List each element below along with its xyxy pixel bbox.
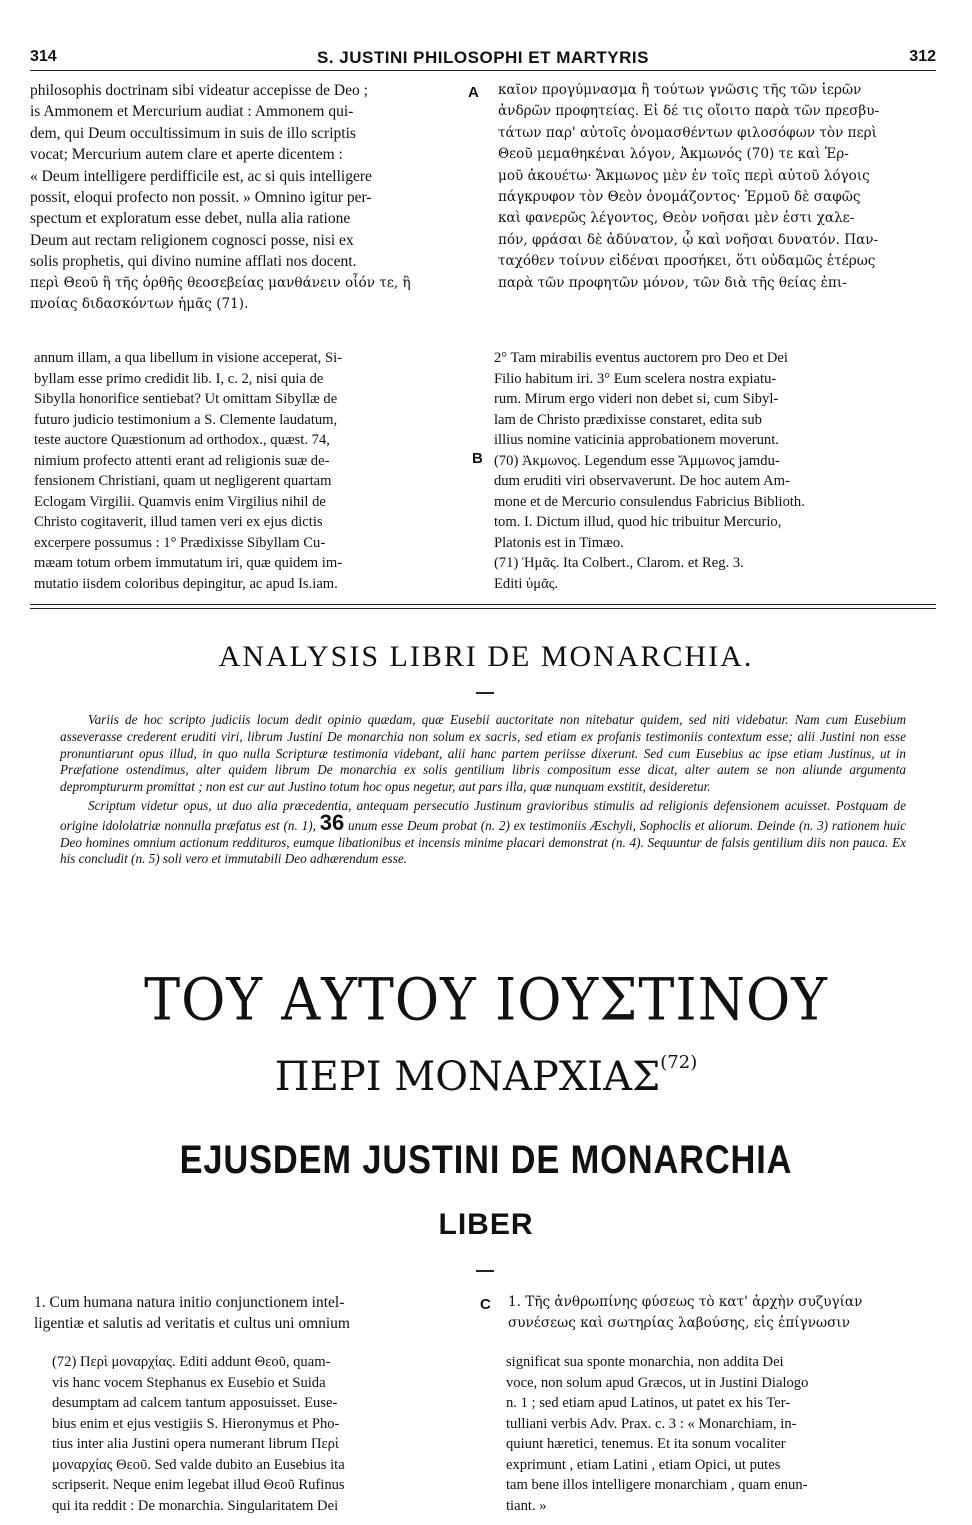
margin-letter-a: A (468, 84, 479, 101)
greek-subtitle (0, 1052, 972, 1100)
footnote-ref: (72) (660, 1052, 698, 1073)
greek-line: ταχόθεν τοίνυν εἰδέναι προσήκει, ὅτι οὐδαμῶς ἑτέρως (498, 253, 876, 270)
note-line: illius nomine vaticinia approbationem moverunt. (494, 432, 779, 448)
analysis-paragraph: Variis de hoc scripto judiciis locum dedit opinio quædam, quæ Eusebii auctoritate non nitebatur quidem, sed niti videbatur. Nam cum Eusebium asseverasse crederent eruditi viri, librum Justini De monarchia non solum ex sacris, sed etiam ex profanis testimoniis contextum esse; alii Justini non esse pronuntiarunt opus illud, in quo nulla Scripturæ testimonia videbant, alii hanc partem periisse dixerunt. Sed cum Eusebius ac ipse etiam Justinus, ut in Præfatione ostendimus, alter quidem librum De monarchia ex solis gentilium libris compositum esse dicat, alter autem se non aliunde argumenta depromptururm promittat ; non est cur aut Justino totum hoc opus negetur, aut pars illa, quæ nunquam exstitit, desideretur. (60, 712, 906, 795)
text-line: possit, eloqui profecto non possit. » Omnino igitur per- (30, 189, 372, 207)
section-divider (30, 604, 936, 609)
top-left-column (30, 80, 460, 315)
page-number-left: 314 (30, 48, 57, 65)
note-line: (72) Περὶ μοναρχίας. Editi addunt Θεοῦ, quam- (52, 1354, 331, 1370)
note-line: excerpere possumus : 1° Prædixisse Sibyllam Cu- (34, 534, 326, 551)
note-line: teste auctore Quæstionum ad orthodox., quæst. 74, (34, 432, 330, 448)
bottom-right-column (508, 1292, 938, 1335)
greek-line: πόν, φράσαι δὲ ἀδύνατον, ᾧ καὶ νοῆσαι δυνατόν. Παν- (498, 231, 879, 248)
note-line: rum. Mirum ergo videri non debet si, cum Sibyl- (494, 391, 779, 407)
greek-line: συνέσεως καὶ σωτηρίας λαβούσης, εἰς ἐπίγνωσιν (508, 1315, 850, 1332)
analysis-text: Scriptum videtur opus, ut duo alia præcedentia, antequam persecutio Justinum gravioribus stimulis ad religionis defensionem acuisset. Postquam de origine idololatriæ nonnulla præfatus est (n. 1), (60, 797, 906, 833)
note-line: Filio habitum iri. 3° Eum scelera nostra expiatu- (494, 370, 777, 387)
note-line: mæam totum orbem immutatum iri, quæ quidem im- (34, 555, 343, 571)
running-title: S. JUSTINI PHILOSOPHI ET MARTYRIS (317, 48, 649, 67)
bottom-notes-left (52, 1352, 472, 1516)
bottom-notes-right (506, 1352, 936, 1516)
text-line: ligentiæ et salutis ad veritatis et cultus uni omnium (34, 1315, 350, 1333)
note-line: tam bene illos intelligere monarchiam , quam enun- (506, 1477, 808, 1493)
note-line: bius enim et ejus vestigiis S. Hieronymus et Pho- (52, 1415, 340, 1432)
note-line: scripserit. Neque enim legebat illud Θεοῦ Rufinus (52, 1477, 345, 1493)
page-marker: 36 (319, 809, 345, 835)
note-line: quiunt hæretici, tenemus. Et ita sonum vocaliter (506, 1436, 786, 1452)
note-line: mutatio iisdem coloribus depingitur, ac apud Is.iam. (34, 575, 338, 592)
liber-title: LIBER (438, 1208, 534, 1241)
greek-line: παρὰ τῶν προφητῶν μόνον, τῶν διὰ τῆς θείας ἐπι- (498, 274, 847, 291)
note-line: μοναρχίας Θεοῦ. Sed valde dubito an Eusebius ita (52, 1456, 345, 1473)
greek-line: μοῦ ἀκουέτω· Ἄκμωνος μὲν ἐν τοῖς περὶ αὐτοῦ λόγοις (498, 167, 870, 184)
greek-line: πνοίας διδασκόντων ἡμᾶς (71). (30, 296, 249, 313)
text-line: Deum aut rectam religionem cognosci posse, nisi ex (30, 231, 354, 249)
note-line: nimium profecto attenti erant ad religionis suæ de- (34, 452, 330, 469)
text-line: is Ammonem et Mercurium audiat : Ammonem qui- (30, 103, 354, 121)
notes-right-column (494, 348, 934, 594)
note-line: tom. I. Dictum illud, quod hic tribuitur Mercurio, (494, 514, 782, 530)
note-line: qui ita reddit : De monarchia. Singularitatem Dei (52, 1497, 339, 1514)
note-line: exprimunt , etiam Latini , etiam Opici, ut putes (506, 1456, 781, 1473)
note-line: voce, non solum apud Græcos, ut in Justini Dialogo (506, 1374, 809, 1391)
analysis-text: unum esse Deum probat (n. 2) ex testimoniis Æschyli, Sophoclis et aliorum. Deinde (n. 3) rationem huic Deo homines omnium actionum reddituros, eumque libationibus et incensis minime placari demonstrat (n. 4). Sequuntur de falsis gentilium diis non pauca. Ex his concludit (n. 5) soli vero et immutabili Deo adhærendum esse. (60, 817, 907, 867)
greek-line: πάγκρυφον τὸν Θεὸν ὀνομάζοντος· Ἑρμοῦ δὲ σαφῶς (498, 189, 861, 206)
page-header (30, 44, 936, 71)
note-line: Christo cogitaverit, illud tamen veri ex ejus dictis (34, 514, 323, 530)
note-line: annum illam, a qua libellum in visione acceperat, Si- (34, 350, 343, 366)
analysis-title: ANALYSIS LIBRI DE MONARCHIA. (218, 640, 754, 673)
text-line: dem, qui Deum occultissimum in suis de illo scriptis (30, 124, 356, 142)
note-line: Eclogam Virgilii. Quamvis enim Virgilius nihil de (34, 493, 326, 510)
margin-letter-c: C (480, 1296, 491, 1313)
greek-line: καὶ φανερῶς λέγοντος, Θεὸν νοῆσαι μὲν ἐστι χαλε- (498, 210, 855, 227)
greek-line: καῖον προγύμνασμα ἢ τούτων γνῶσις τῆς τῶν ἱερῶν (498, 82, 862, 98)
note-line: desumptam ad calcem tantum apposuisset. Euse- (52, 1395, 338, 1411)
greek-main-title: ΤΟΥ ΑΥΤΟΥ ΙΟΥΣΤΙΝΟΥ (144, 965, 828, 1034)
greek-line: περὶ Θεοῦ ἢ τῆς ὀρθῆς θεοσεβείας μανθάνειν οἷόν τε, ἢ (30, 274, 411, 291)
note-line: Sibylla honorifice sentiebat? Ut omittam Sibyllæ de (34, 391, 338, 407)
page-number-right: 312 (909, 48, 936, 65)
note-line: dum eruditi viri observaverunt. De hoc autem Am- (494, 473, 790, 489)
text-line: 1. Cum humana natura initio conjunctionem intel- (34, 1294, 345, 1311)
note-line: byllam esse primo credidit lib. I, c. 2, nisi quia de (34, 370, 324, 387)
note-line: mone et de Mercurio consulendus Fabricius Biblioth. (494, 493, 805, 510)
short-rule (476, 1270, 494, 1272)
text-line: « Deum intelligere perdifficile est, ac si quis intelligere (30, 167, 372, 185)
note-line: (71) Ἡμᾶς. Ita Colbert., Clarom. et Reg. 3. (494, 555, 744, 571)
greek-line: ἀνδρῶν προφητείας. Εἰ δέ τις οἴοιτο παρὰ τῶν πρεσβυ- (498, 103, 880, 120)
margin-letter-b: B (472, 450, 483, 467)
greek-line: Θεοῦ μεμαθηκέναι λόγον, Ἀκμωνός (70) τε καὶ Ἑρ- (498, 146, 849, 163)
text-line: vocat; Mercurium autem clare et aperte dicentem : (30, 146, 343, 164)
note-line: Platonis est in Timæo. (494, 534, 624, 551)
note-line: tulliani verbis Adv. Prax. c. 3 : « Monarchiam, in- (506, 1415, 797, 1432)
note-line: fensionem Christiani, quam ut negligerent quartam (34, 473, 332, 489)
greek-line: τάτων παρ' αὐτοῖς ὀνομασθέντων φιλοσόφων τὸν περὶ (498, 124, 877, 141)
greek-line: 1. Τῆς ἀνθρωπίνης φύσεως τὸ κατ' ἀρχὴν συζυγίαν (508, 1294, 863, 1310)
latin-main-title: EJUSDEM JUSTINI DE MONARCHIA (179, 1138, 793, 1182)
note-line: futuro judicio testimonium a S. Clemente laudatum, (34, 411, 338, 428)
text-line: solis prophetis, qui divino numine afflati nos docent. (30, 253, 357, 271)
note-line: vis hanc vocem Stephanus ex Eusebio et Suida (52, 1374, 326, 1391)
note-line: tius inter alia Justini opera numerant librum Περὶ (52, 1436, 339, 1452)
analysis-paragraph (60, 798, 906, 868)
analysis-body (60, 712, 906, 870)
notes-left-column (34, 348, 468, 594)
bottom-left-column (34, 1292, 474, 1335)
text-line: spectum et exploratum esse debet, nulla alia ratione (30, 210, 351, 228)
note-line: tiant. » (506, 1497, 547, 1514)
greek-subtitle-text: ΠΕΡΙ ΜΟΝΑΡΧΙΑΣ (274, 1054, 661, 1100)
note-line: (70) Ἀκμωνος. Legendum esse Ἄμμωνος jamdu- (494, 452, 780, 469)
note-line: 2° Tam mirabilis eventus auctorem pro Deo et Dei (494, 350, 788, 366)
short-rule (476, 692, 494, 694)
note-line: Editi ὑμᾶς. (494, 575, 559, 592)
top-right-column (498, 80, 938, 294)
note-line: significat sua sponte monarchia, non addita Dei (506, 1354, 784, 1370)
text-line: philosophis doctrinam sibi videatur accepisse de Deo ; (30, 82, 368, 99)
note-line: n. 1 ; sed etiam apud Latinos, ut patet ex his Ter- (506, 1395, 791, 1411)
note-line: lam de Christo prædixisse constaret, edita sub (494, 411, 762, 428)
